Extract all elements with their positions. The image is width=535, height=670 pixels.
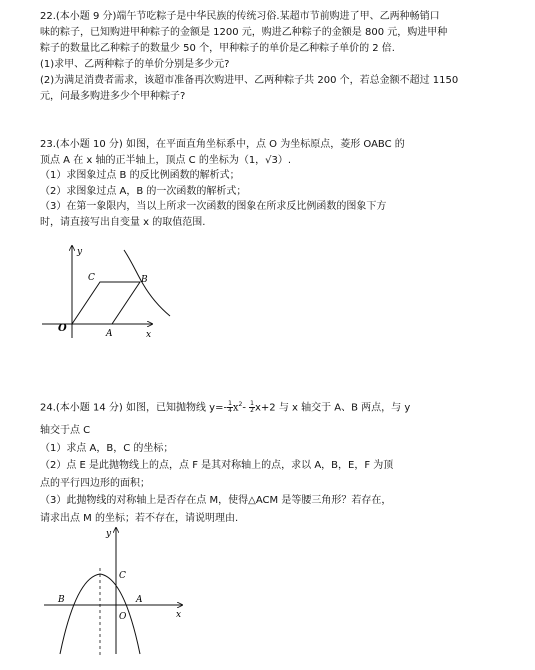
q22-line-2: 味的粽子，已知购进甲种粽子的金额是 1200 元，购进乙种粽子的金额是 800 元，购进甲种 <box>40 27 448 38</box>
question-23 <box>40 138 510 231</box>
q24-x-term: x <box>232 402 239 414</box>
q24-line-3: （1）求点 A，B，C 的坐标； <box>40 442 174 454</box>
q24-line-1-suffix: x+2 与 x 轴交于 A、B 两点，与 y <box>254 402 411 414</box>
q23-line-2: 顶点 A 在 x 轴的正半轴上，顶点 C 的坐标为（1，√3）. <box>40 154 292 166</box>
q22-line-5: (2)为满足消费者需求，该超市准备再次购进甲、乙两种粽子共 200 个，若总金额不超过 1150 <box>40 75 459 86</box>
q23-label-o: O <box>58 323 67 334</box>
q22-line-3: 粽子的数量比乙种粽子的数量少 50 个，甲种粽子的单价是乙种粽子单价的 2 倍. <box>40 43 395 54</box>
q22-line-6: 元，问最多购进多少个甲种粽子? <box>40 91 186 102</box>
q24-label-b: B <box>58 595 65 605</box>
question-22 <box>40 10 510 106</box>
q24-label-o: O <box>119 612 127 622</box>
q24-label-y: y <box>106 529 112 539</box>
q23-figure <box>40 240 180 340</box>
q24-fraction-1-den: 4 <box>228 406 232 414</box>
q24-fraction-2-den: 2 <box>250 406 254 414</box>
q23-label-x: x <box>146 330 152 340</box>
question-24 <box>40 398 510 529</box>
q23-label-c: C <box>88 273 95 283</box>
q24-fraction-2-num: 1 <box>250 399 254 407</box>
q24-label-a: A <box>136 595 143 605</box>
q23-label-b: B <box>141 275 148 285</box>
q23-line-6: 时，请直接写出自变量 x 的取值范围. <box>40 216 206 228</box>
q23-line-3: （1）求图象过点 B 的反比例函数的解析式； <box>40 170 240 181</box>
q24-line-4: （2）点 E 是此抛物线上的点，点 F 是其对称轴上的点，求以 A，B，E，F 为顶 <box>40 460 394 472</box>
q24-line-6: （3）此抛物线的对称轴上是否存在点 M，使得△ACM 是等腰三角形？若存在， <box>40 495 392 507</box>
q23-rhombus <box>72 282 140 324</box>
q24-line-7: 请求出点 M 的坐标；若不存在，请说明理由. <box>40 512 239 524</box>
q22-line-4: (1)求甲、乙两种粽子的单价分别是多少元? <box>40 59 230 70</box>
q23-line-5: （3）在第一象限内，当以上所求一次函数的图象在所求反比例函数的图象下方 <box>40 201 387 212</box>
q24-line-1-prefix: 24.(本小题 14 分) 如图，已知抛物线 y=- <box>40 402 228 414</box>
q24-line-5: 点的平行四边形的面积； <box>40 477 150 489</box>
q24-minus: - <box>242 402 250 414</box>
q23-line-1: 23.(本小题 10 分) 如图，在平面直角坐标系中，点 O 为坐标原点，菱形 OABC 的 <box>40 139 405 150</box>
q24-label-c: C <box>119 571 126 581</box>
q24-square: 2 <box>238 401 243 408</box>
q22-line-1: 22.(本小题 9 分)端午节吃粽子是中华民族的传统习俗.某超市节前购进了甲、乙两种畅销口 <box>40 11 440 22</box>
q24-line-2: 轴交于点 C <box>40 425 91 437</box>
q23-label-a: A <box>106 329 113 339</box>
q23-label-y: y <box>77 247 83 257</box>
q23-line-4: （2）求图象过点 A，B 的一次函数的解析式； <box>40 185 247 197</box>
q24-line-1 <box>40 398 510 415</box>
q24-fraction-1-num: 1 <box>228 399 232 407</box>
q24-figure <box>40 522 190 662</box>
q24-label-x: x <box>176 610 182 620</box>
